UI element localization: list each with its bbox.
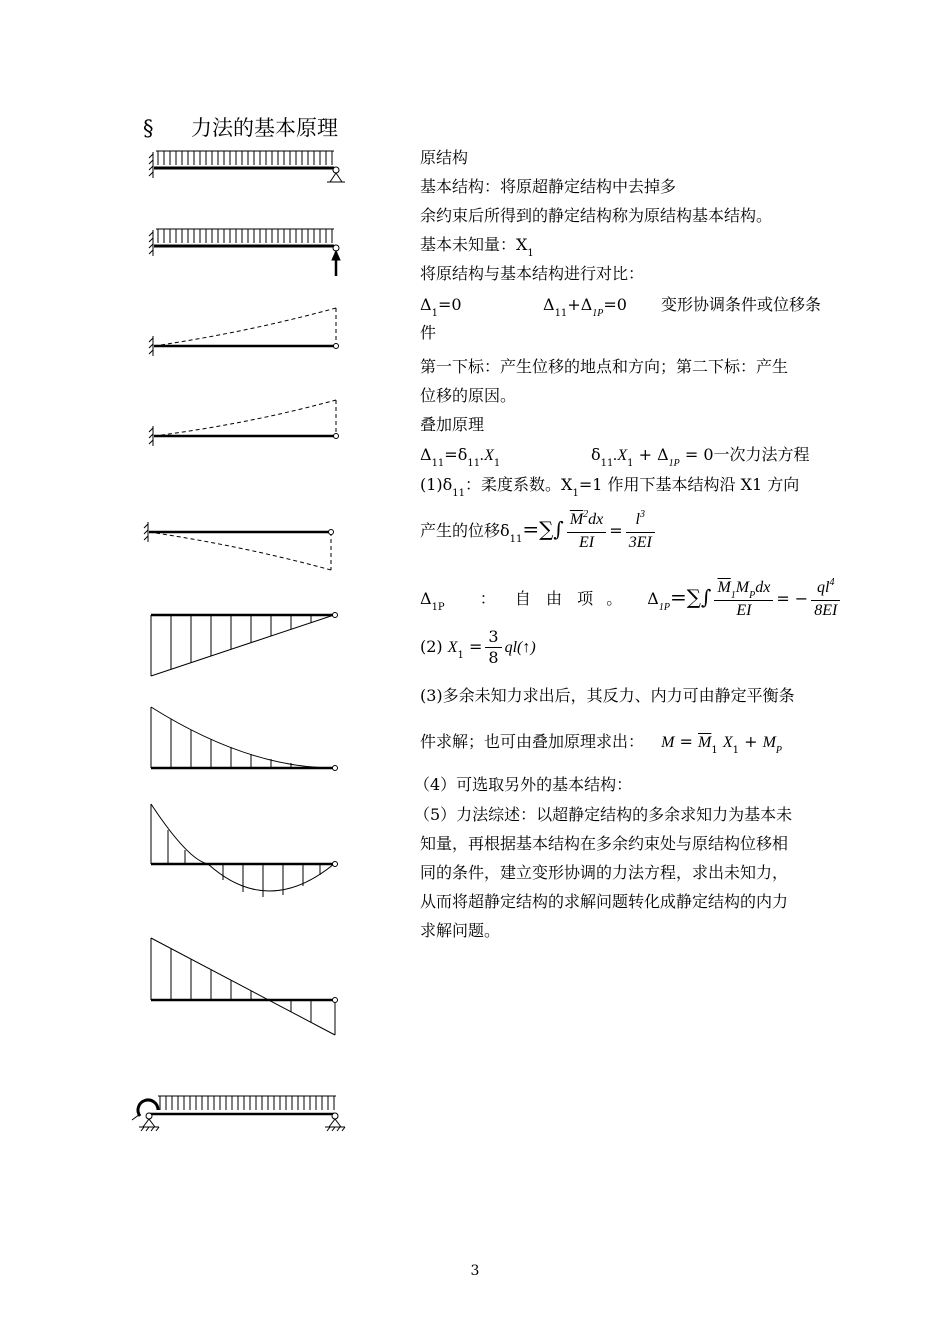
d11-num-m: $\overline{M}$ (569, 511, 584, 528)
step3-x-sub: 1 (732, 745, 739, 756)
free-delta: Δ (420, 589, 432, 608)
d11-sub: 11 (509, 534, 523, 545)
free-num-dx: dx (755, 579, 771, 596)
text-step3-line2 (420, 727, 782, 759)
free-w3: 项 (577, 589, 594, 608)
eq-delta-zero: =0 (437, 295, 462, 314)
d11-den: EI (579, 534, 595, 551)
eq-f-x-sub: 1 (627, 458, 634, 469)
figure-moment-diagram-1 (148, 610, 343, 680)
d11-eq2: = (609, 521, 623, 540)
free-fraction (714, 578, 773, 621)
eq-s-delta-sub: 11 (431, 458, 445, 469)
eq-d11-sub: 11 (554, 308, 568, 319)
eq-s-delta: Δ (420, 445, 432, 464)
figure-deflection-1 (148, 302, 348, 352)
flex-sub: 11 (452, 488, 466, 499)
d11-pre: 产生的位移δ (420, 521, 510, 540)
d11-fraction (567, 510, 606, 553)
x1-den: 8 (488, 648, 499, 667)
free-r-den: 8EI (814, 602, 838, 619)
text-subscript-meaning-2: 位移的原因。 (420, 386, 517, 405)
text-step5-line4: 从而将超静定结构的求解问题转化成静定结构的内力 (420, 892, 789, 911)
equation-free-term (420, 578, 843, 621)
d11-num-dx: dx (588, 511, 604, 528)
figure-moment-diagram-2 (148, 702, 343, 774)
d11-result (626, 510, 655, 553)
text-superposition: 叠加原理 (420, 415, 485, 434)
figure-basic-structure (148, 226, 348, 281)
free-result (811, 578, 840, 621)
free-w1: 自 (514, 589, 531, 608)
figure-moment-diagram-4 (148, 934, 343, 1039)
eq-s-x-sub: 1 (493, 458, 501, 469)
text-step5-line2: 知量，再根据基本结构在多余约束处与原结构位移相 (420, 834, 789, 853)
eq-delta: Δ (420, 295, 432, 314)
free-num-mp-sub: P (749, 590, 756, 601)
basic-unknown-label: 基本未知量：X (420, 235, 528, 254)
eq-zero: =0 (603, 295, 627, 314)
x1-fraction (485, 627, 501, 668)
eq-f-x: .X (613, 447, 628, 464)
step3-eq: = (679, 732, 693, 751)
free-b-sub: 1P (658, 602, 670, 613)
flex-mid: ：柔度系数。X (465, 475, 573, 494)
free-den: EI (736, 602, 752, 619)
section-heading (143, 112, 338, 142)
eq-f-delta-sub: 11 (600, 458, 614, 469)
x1-x: X (447, 639, 458, 656)
free-integral: =∑∫ (669, 585, 712, 609)
free-r-num: ql (817, 579, 830, 596)
text-step5-line1: （5）力法综述：以超静定结构的多余求知力为基本未 (414, 805, 793, 824)
text-compatibility-desc: 变形协调条件或位移条 (661, 295, 822, 314)
x1-pre: (2) (420, 637, 443, 656)
eq-d1p-sub: 1P (592, 308, 604, 319)
d11-r-sup: 3 (639, 509, 645, 520)
d11-r-den: 3EI (628, 534, 652, 551)
step3-mbar-sub: 1 (711, 745, 718, 756)
text-compare: 将原结构与基本结构进行对比： (420, 264, 645, 283)
x1-rest: ql(↑) (504, 639, 536, 656)
flex-pre: (1)δ (420, 475, 453, 494)
eq-f-delta: δ (591, 445, 601, 464)
figure-moment-diagram-3 (148, 800, 343, 908)
eq-delta-sub: 1 (431, 308, 438, 319)
free-dot: 。 (606, 589, 623, 608)
x1-eq: = (469, 637, 483, 656)
step3-mbar: $\overline{M}$ (698, 734, 712, 751)
text-flexibility-coefficient (420, 470, 799, 502)
eq-s-x: .X (480, 447, 494, 464)
text-step5-line5: 求解问题。 (420, 921, 501, 940)
eq-plus-d1p: +Δ (567, 295, 593, 314)
step3-mp: M (762, 734, 776, 751)
step3-m: M (661, 734, 675, 751)
d11-integral: =∑∫ (522, 517, 564, 541)
text-compatibility-desc-cont: 件 (420, 323, 437, 342)
step3-text: 件求解；也可由叠加原理求出： (420, 732, 645, 751)
free-r-sup: 4 (829, 577, 835, 588)
free-num-m1: $\overline{M}$ (717, 579, 731, 596)
section-symbol: § (143, 116, 154, 140)
free-colon: ： (479, 589, 496, 608)
eq-d11: Δ (543, 295, 555, 314)
figure-original-structure (148, 148, 348, 193)
eq-f-desc: 一次力法方程 (713, 445, 810, 464)
text-subscript-meaning-1: 第一下标：产生位移的地点和方向；第二下标：产生 (420, 357, 789, 376)
equation-displacement-d11 (420, 510, 658, 553)
x1-num: 3 (485, 627, 501, 648)
figure-deflection-3 (143, 520, 343, 575)
equation-compatibility-expanded (543, 290, 627, 322)
step3-plus: + (744, 732, 758, 751)
text-basic-structure-def-2: 余约束后所得到的静定结构称为原结构基本结构。 (420, 206, 773, 225)
page-number: 3 (470, 1263, 480, 1279)
figure-deflection-2 (148, 396, 348, 446)
eq-s-d-sub: 11 (467, 458, 481, 469)
text-step5-line3: 同的条件，建立变形协调的力法方程，求出未知力， (420, 863, 789, 882)
flex-sub2: 1 (572, 488, 579, 499)
step3-mp-sub: P (775, 745, 783, 756)
text-step3-line1: (3)多余未知力求出后，其反力、内力可由静定平衡条 (420, 686, 795, 705)
free-w2: 由 (545, 589, 562, 608)
free-sub: 1P (431, 602, 445, 613)
eq-f-p-sub: 1P (668, 458, 680, 469)
d11-num-sup: 2 (583, 509, 589, 520)
eq-f-zero: = 0 (684, 445, 714, 464)
text-step4: （4）可选取另外的基本结构： (414, 775, 633, 794)
flex-rest: =1 作用下基本结构沿 X1 方向 (578, 475, 800, 494)
section-title: 力法的基本原理 (191, 116, 338, 140)
x1-sub: 1 (457, 650, 464, 661)
free-b-delta: Δ (647, 589, 659, 608)
equation-force-method (591, 440, 810, 472)
text-basic-unknown (420, 230, 534, 262)
free-num-m1-sub: 1 (730, 590, 736, 601)
figure-alternate-basic-structure (128, 1092, 348, 1138)
step3-x: X (722, 734, 733, 751)
free-num-mp: M (735, 579, 750, 596)
equation-x1-result (420, 627, 536, 668)
text-original-structure: 原结构 (420, 148, 469, 167)
equation-superposition (420, 440, 500, 472)
basic-unknown-sub: 1 (527, 248, 534, 259)
text-basic-structure-def-1: 基本结构：将原超静定结构中去掉多 (420, 177, 677, 196)
d11-r-num: l (635, 511, 640, 528)
free-eq2: = − (776, 589, 809, 608)
eq-s-eq: =δ (444, 445, 468, 464)
eq-f-plus: + Δ (638, 445, 669, 464)
